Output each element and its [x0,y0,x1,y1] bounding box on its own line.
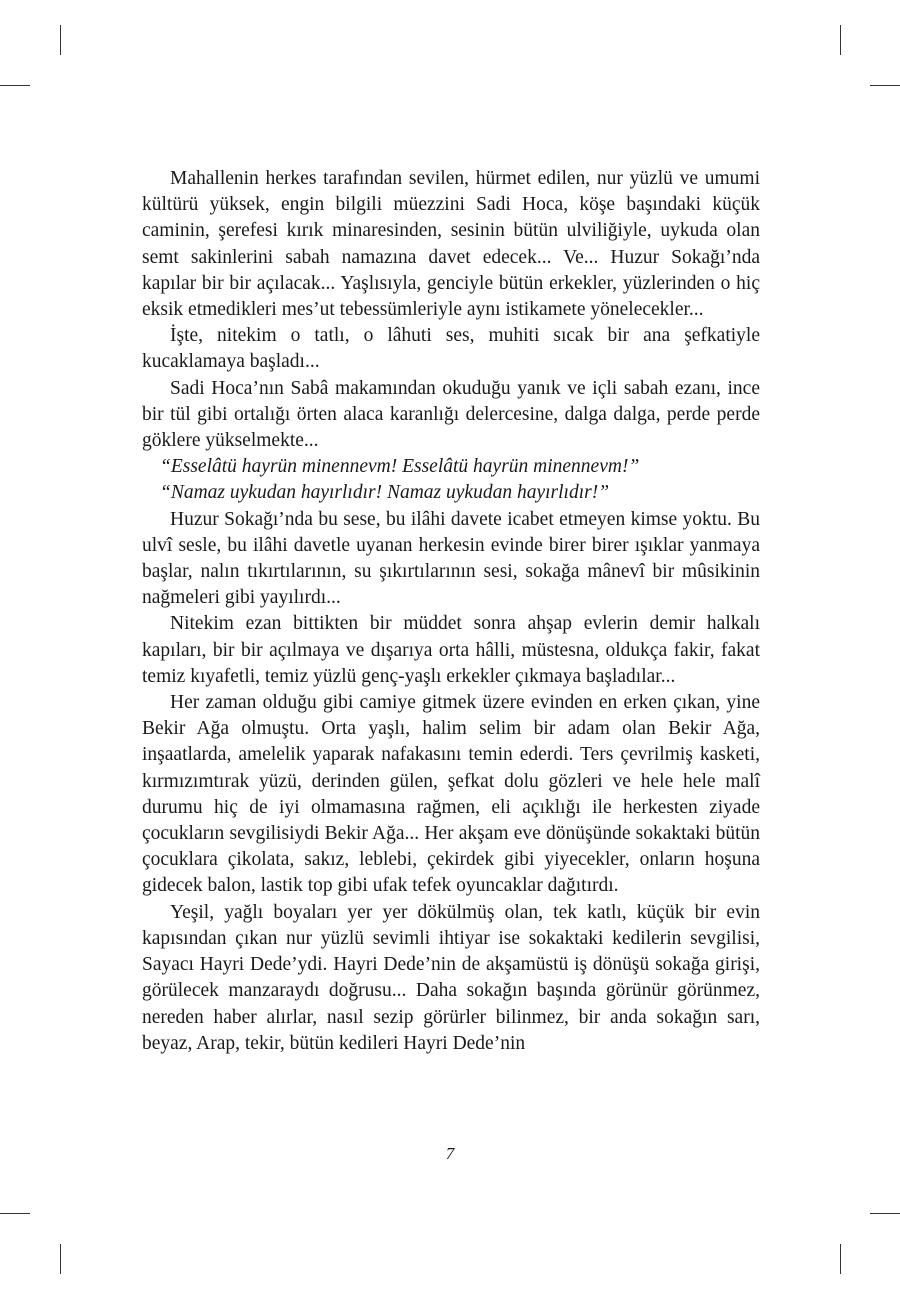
paragraph: İşte, nitekim o tatlı, o lâhuti ses, muhiti sıcak bir ana şefkatiyle kucaklamaya başladı... [142,325,760,373]
paragraph: Nitekim ezan bittikten bir müddet sonra ahşap evlerin demir halkalı kapıları, bir bir açılmaya ve dışarıya orta hâlli, müstesna, oldukça fakir, fakat temiz kıyafetli, temiz yüzlü genç-yaşlı erkekler çıkmaya başladılar... [142,613,760,687]
crop-mark-top-right-h [870,85,900,86]
paragraph: Her zaman olduğu gibi camiye gitmek üzere evinden en erken çıkan, yine Bekir Ağa olmuştu. Orta yaşlı, halim selim bir adam olan Bekir Ağa, inşaatlarda, amelelik yaparak nafakasını temin ederdi. Ters çevrilmiş kasketi, kırmızımtırak yüzü, derinden gülen, şefkat dolu gözleri ve hele hele malî durumu hiç de iyi olmamasına rağmen, eli açıklığı ile herkesten ziyade çocukların sevgilisiydi Bekir Ağa... Her akşam eve dönüşünde sokaktaki bütün çocuklara çikolata, sakız, leblebi, çekirdek gibi yiyecekler, onların hoşuna gidecek balon, lastik top gibi ufak tefek oyuncaklar dağıtırdı. [142,692,760,897]
crop-mark-top-left-h [0,85,30,86]
quote-line: “Namaz uykudan hayırlıdır! Namaz uykudan hayırlıdır!” [160,482,610,504]
paragraph: Sadi Hoca’nın Sabâ makamından okuduğu yanık ve içli sabah ezanı, ince bir tül gibi ortalığı örten alaca karanlığı delercesine, dalga dalga, perde perde göklere yükselmekte... [142,377,760,452]
page-number: 7 [445,1144,455,1163]
body-text [142,166,760,1057]
paragraph: Huzur Sokağı’nda bu sese, bu ilâhi davete icabet etmeyen kimse yoktu. Bu ulvî sesle, bu ilâhi davetle uyanan herkesin evinde birer birer ışıklar yanmaya başlar, nalın tıkırtılarının, su şıkırtılarının sesi, sokağa mânevî bir mûsikinin nağmeleri gibi yayılırdı... [142,508,760,609]
crop-mark-top-right [840,25,841,55]
crop-mark-bottom-right [840,1244,841,1274]
quote-line: “Esselâtü hayrün minennevm! Esselâtü hayrün minennevm!” [160,456,640,478]
crop-mark-bottom-left [60,1244,61,1274]
crop-mark-bottom-right-h [870,1213,900,1214]
paragraph: Mahallenin herkes tarafından sevilen, hürmet edilen, nur yüzlü ve umumi kültürü yüksek, engin bilgili müezzini Sadi Hoca, köşe başındaki küçük caminin, şerefesi kırık minaresinden, sesinin bütün ulviliğiyle, uykuda olan semt sakinlerini sabah namazına davet edecek... Ve... Huzur Sokağı’nda kapılar bir bir açılacak... Yaşlısıyla, genciyle bütün erkekler, yüzlerinden o hiç eksik etmedikleri mes’ut tebessümleriyle aynı istikamete yönelecekler... [142,168,760,321]
crop-mark-bottom-left-h [0,1213,30,1214]
crop-mark-top-left [60,25,61,55]
paragraph: Yeşil, yağlı boyaları yer yer dökülmüş olan, tek katlı, küçük bir evin kapısından çıkan nur yüzlü sevimli ihtiyar ise sokaktaki kedilerin sevgilisi, Sayacı Hayri Dede’ydi. Hayri Dede’nin de akşamüstü iş dönüşü sokağa girişi, görülecek manzaraydı doğrusu... Daha sokağın başında görünür görünmez, nereden haber alırlar, nasıl sezip görürler bilinmez, bir anda sokağın sarı, beyaz, Arap, tekir, bütün kedileri Hayri Dede’nin [142,901,760,1054]
